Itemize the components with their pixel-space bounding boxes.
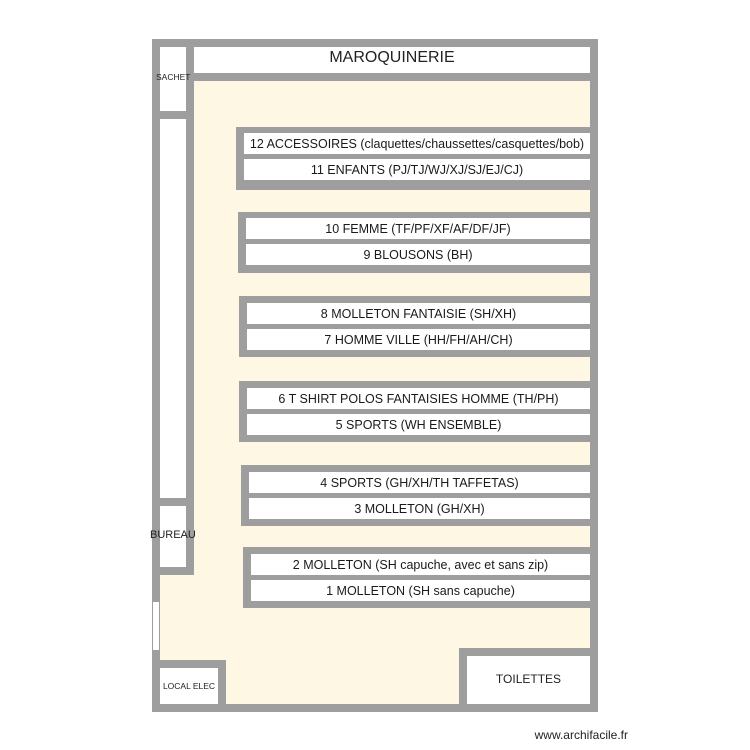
- outer-wall-right: [590, 39, 598, 712]
- shelf-8: 8 MOLLETON FANTAISIE (SH/XH): [247, 303, 590, 324]
- shelf-2: 2 MOLLETON (SH capuche, avec et sans zip): [251, 554, 590, 575]
- shelf-5: 5 SPORTS (WH ENSEMBLE): [247, 414, 590, 435]
- shelf-6: 6 T SHIRT POLOS FANTAISIES HOMME (TH/PH): [247, 388, 590, 409]
- left-door-opening: [153, 602, 159, 650]
- shelf-block-2-1: [243, 547, 590, 608]
- shelf-7: 7 HOMME VILLE (HH/FH/AH/CH): [247, 329, 590, 350]
- shelf-10: 10 FEMME (TF/PF/XF/AF/DF/JF): [246, 218, 590, 239]
- shelf-4: 4 SPORTS (GH/XH/TH TAFFETAS): [249, 472, 590, 493]
- sachet-wall-bottom: [152, 111, 194, 119]
- left-column-wall: [186, 39, 194, 575]
- watermark-text: www.archifacile.fr: [534, 728, 628, 742]
- shelf-block-10-9: [238, 212, 590, 273]
- shelf-9: 9 BLOUSONS (BH): [246, 244, 590, 265]
- local-elec-label: LOCAL ELEC: [162, 681, 216, 691]
- toilettes-wall-top: [459, 648, 598, 656]
- left-corridor: [160, 119, 186, 498]
- bureau-wall-bottom: [152, 567, 194, 575]
- shelf-block-8-7: [239, 296, 590, 357]
- maroquinerie-wall-bottom: [152, 73, 598, 81]
- shelf-1: 1 MOLLETON (SH sans capuche): [251, 580, 590, 601]
- shelf-11: 11 ENFANTS (PJ/TJ/WJ/XJ/SJ/EJ/CJ): [244, 159, 590, 180]
- toilettes-wall-left: [459, 648, 467, 712]
- shelf-3: 3 MOLLETON (GH/XH): [249, 498, 590, 519]
- toilettes-label: TOILETTES: [495, 672, 562, 686]
- maroquinerie-label: MAROQUINERIE: [329, 49, 455, 66]
- sachet-label: SACHET: [156, 72, 191, 82]
- shelf-block-4-3: [241, 465, 590, 526]
- shelf-block-6-5: [239, 381, 590, 442]
- local-elec-wall-right: [218, 660, 226, 712]
- shelf-block-12-11: [236, 127, 590, 190]
- outer-wall-top: [152, 39, 598, 47]
- bureau-wall-top: [152, 498, 194, 506]
- bureau-label: BUREAU: [150, 529, 196, 541]
- shelf-12: 12 ACCESSOIRES (claquettes/chaussettes/casquettes/bob): [244, 133, 590, 154]
- local-elec-wall-top: [152, 660, 226, 668]
